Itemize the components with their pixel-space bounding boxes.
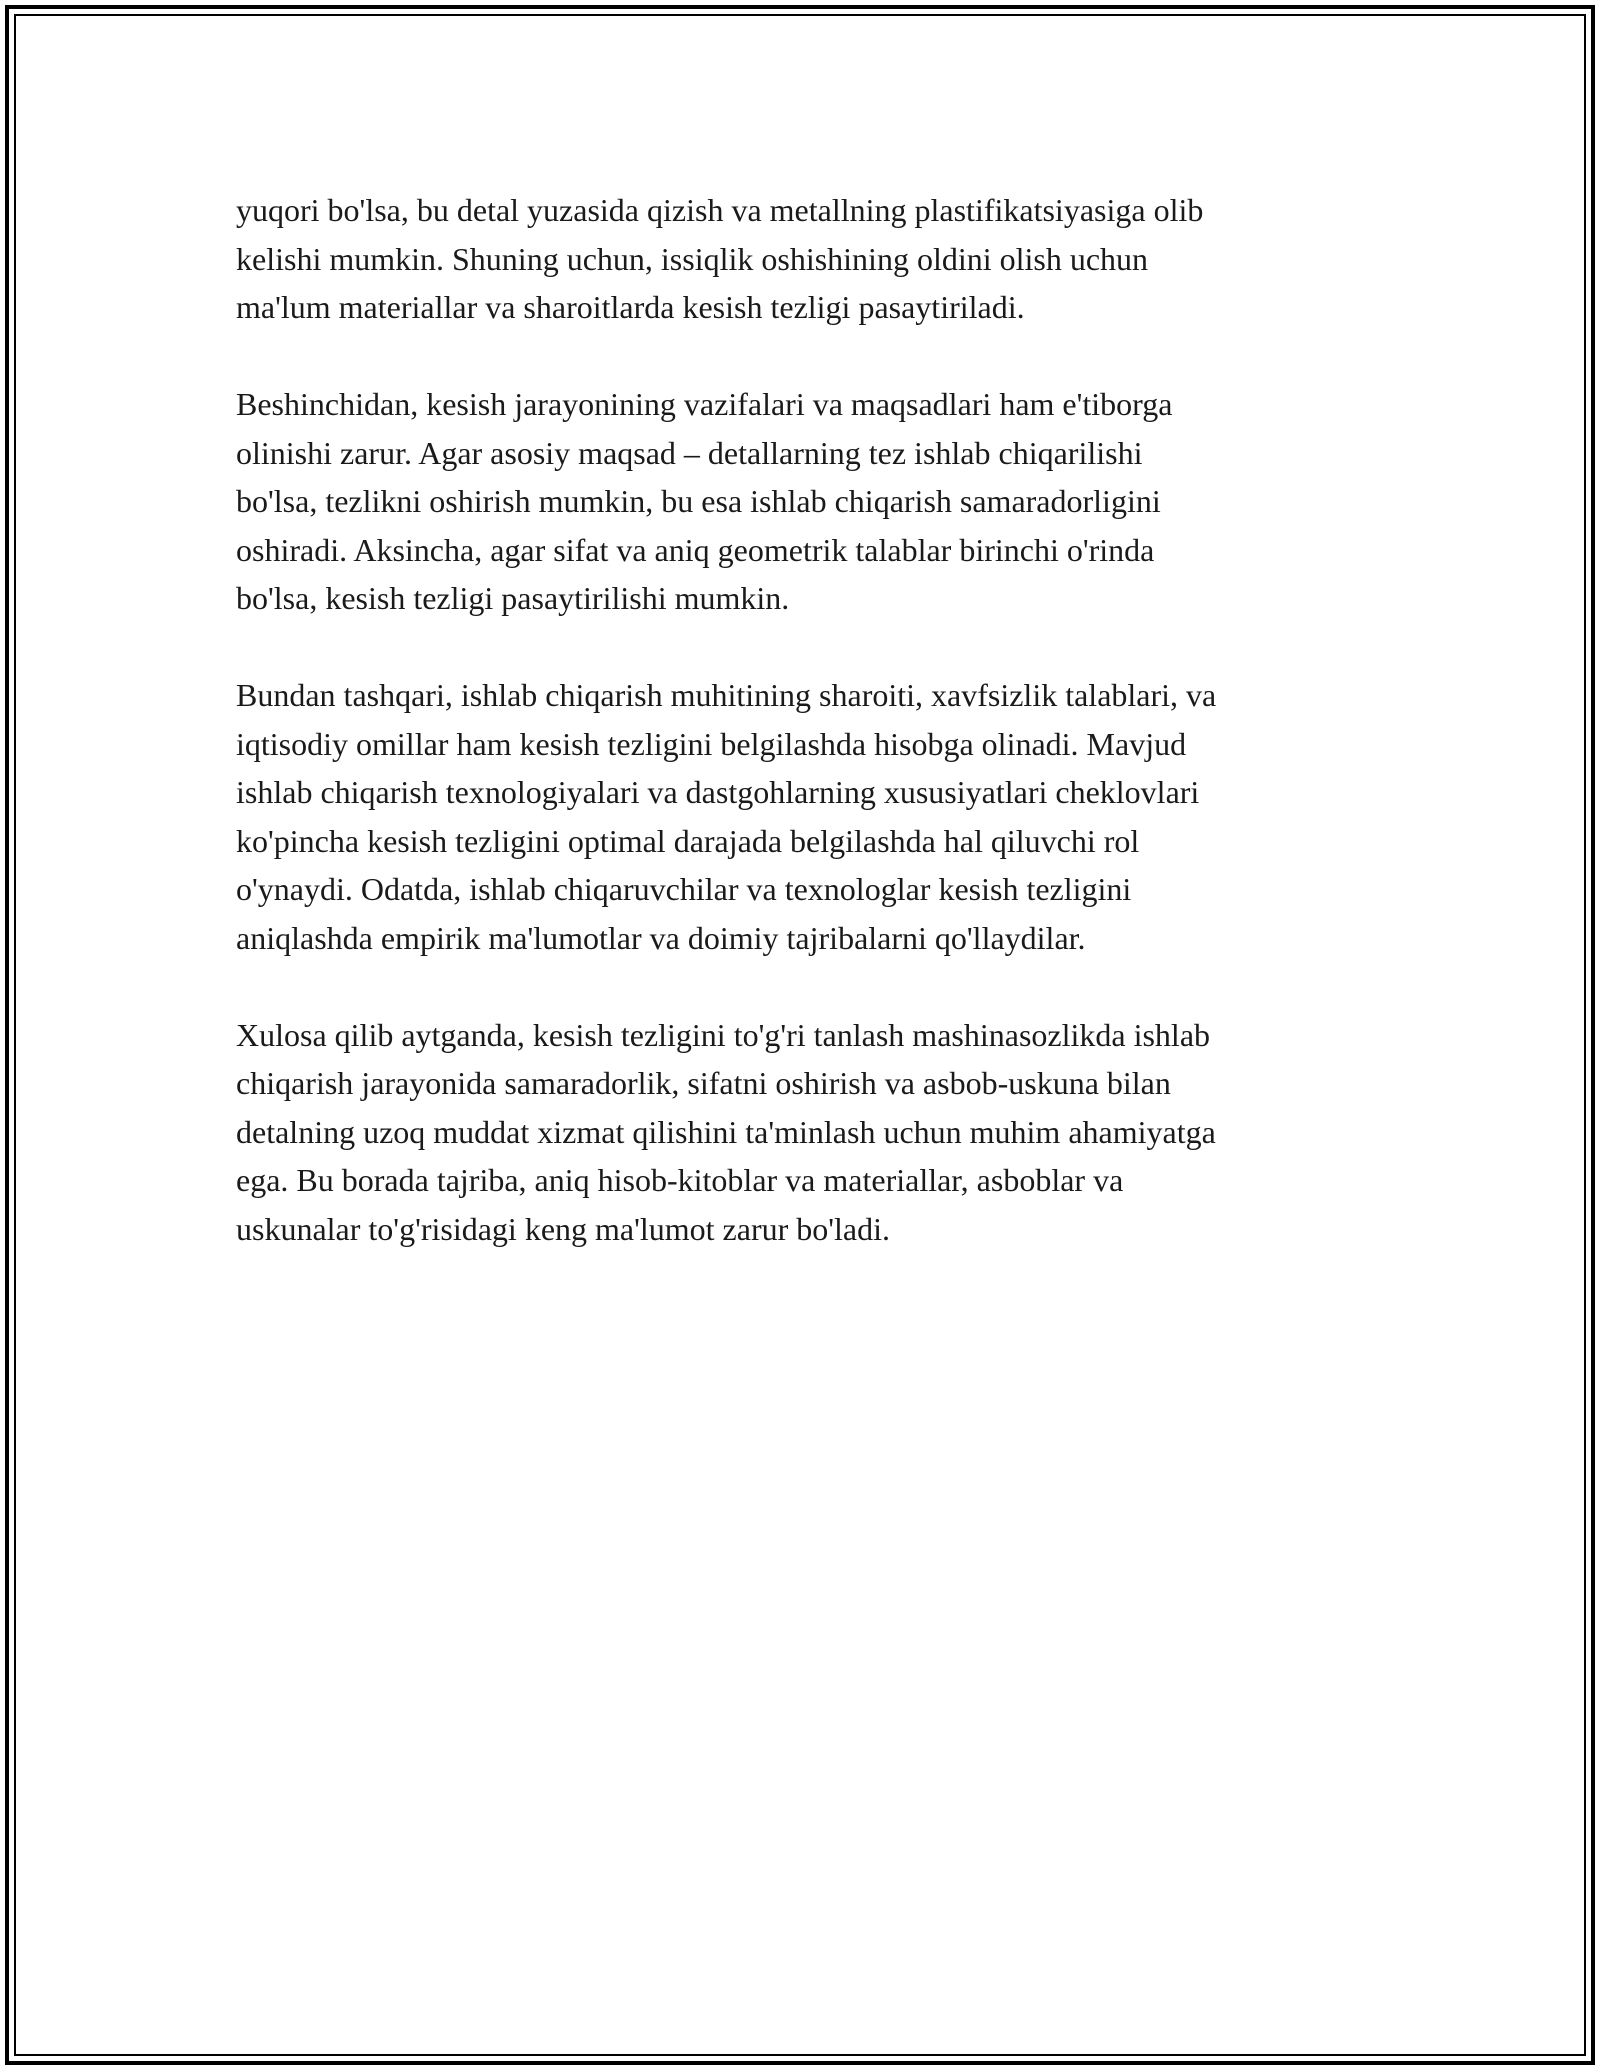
text-line: olinishi zarur. Agar asosiy maqsad – detallarning tez ishlab chiqarilishi <box>236 434 1143 471</box>
text-line: o'ynaydi. Odatda, ishlab chiqaruvchilar va texnologlar kesish tezligini <box>236 871 1132 907</box>
paragraph-3 <box>236 671 1376 962</box>
text-line: bo'lsa, tezlikni oshirish mumkin, bu esa ishlab chiqarish samaradorligini <box>236 483 1161 519</box>
text-line: kelishi mumkin. Shuning uchun, issiqlik oshishining oldini olish uchun <box>236 240 1149 277</box>
text-line: chiqarish jarayonida samaradorlik, sifatni oshirish va asbob-uskuna bilan <box>236 1065 1171 1101</box>
text-line: Bundan tashqari, ishlab chiqarish muhitining sharoiti, xavfsizlik talablari, va <box>236 677 1217 713</box>
paragraph-4 <box>236 1011 1376 1254</box>
paragraph-1 <box>236 186 1376 332</box>
text-line: ishlab chiqarish texnologiyalari va dastgohlarning xususiyatlari cheklovlari <box>236 774 1200 810</box>
text-line: ega. Bu borada tajriba, aniq hisob-kitoblar va materiallar, asboblar va <box>236 1162 1124 1198</box>
text-line: aniqlashda empirik ma'lumotlar va doimiy tajribalarni qo'llaydilar. <box>236 919 1086 956</box>
text-line: uskunalar to'g'risidagi keng ma'lumot zarur bo'ladi. <box>236 1210 891 1247</box>
text-line: detalning uzoq muddat xizmat qilishini ta'minlash uchun muhim ahamiyatga <box>236 1113 1216 1150</box>
text-line: ma'lum materiallar va sharoitlarda kesish tezligi pasaytiriladi. <box>236 289 1025 325</box>
paragraph-2 <box>236 380 1376 623</box>
text-line: Xulosa qilib aytganda, kesish tezligini to'g'ri tanlash mashinasozlikda ishlab <box>236 1016 1211 1053</box>
document-body <box>236 186 1376 1302</box>
text-line: Beshinchidan, kesish jarayonining vazifalari va maqsadlari ham e'tiborga <box>236 386 1173 422</box>
text-line: ko'pincha kesish tezligini optimal darajada belgilashda hal qiluvchi rol <box>236 822 1140 859</box>
text-line: iqtisodiy omillar ham kesish tezligini belgilashda hisobga olinadi. Mavjud <box>236 725 1187 762</box>
text-line: yuqori bo'lsa, bu detal yuzasida qizish va metallning plastifikatsiyasiga olib <box>236 192 1204 228</box>
text-line: bo'lsa, kesish tezligi pasaytirilishi mumkin. <box>236 580 790 616</box>
text-line: oshiradi. Aksincha, agar sifat va aniq geometrik talablar birinchi o'rinda <box>236 531 1155 568</box>
